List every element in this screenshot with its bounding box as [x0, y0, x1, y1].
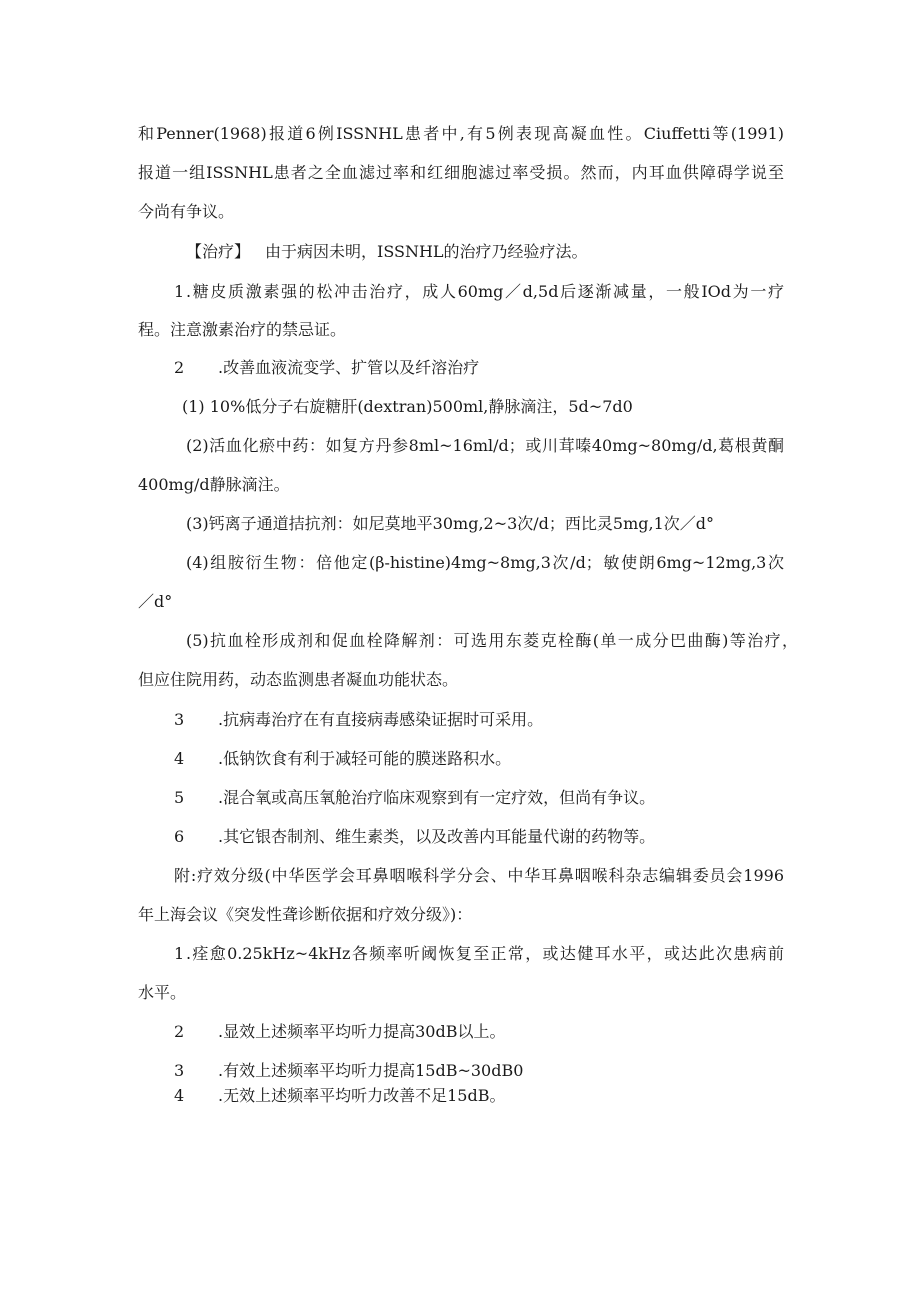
appendix-line-2: 年上海会议《突发性聋诊断依据和疗效分级》)：: [138, 905, 473, 924]
item-3-text: .抗病毒治疗在有直接病毒感染证据时可采用。: [218, 710, 544, 729]
grade-2-text: .显效上述频率平均听力提高30dB以上。: [218, 1022, 506, 1041]
grade-1-line-2: 水平。: [138, 983, 187, 1002]
item-4-text: .低钠饮食有利于减轻可能的膜迷路积水。: [218, 749, 512, 768]
item-2-sub-3: (3)钙离子通道拮抗剂：如尼莫地平30mg,2~3次/d；西比灵5mg,1次／d°: [186, 514, 715, 533]
intro-line-1: 和Penner(1968)报道6例ISSNHL患者中,有5例表现高凝血性。Ciuffetti等(1991): [138, 124, 784, 143]
grade-3-text: .有效上述频率平均听力提高15dB~30dB0: [218, 1061, 524, 1080]
item-2-sub-2-line-1: (2)活血化瘀中药：如复方丹参8ml~16ml/d；或川茸嗪40mg~80mg/d,葛根黄酮: [186, 436, 784, 455]
item-1-number: 1: [174, 282, 185, 301]
grade-1-number: 1: [174, 944, 185, 963]
intro-line-3: 今尚有争议。: [138, 202, 235, 221]
intro-line-2: 报道一组ISSNHL患者之全血滤过率和红细胞滤过率受损。然而，内耳血供障碍学说至: [138, 163, 784, 182]
item-2-sub-1: (1) 10%低分子右旋糖肝(dextran)500ml,静脉滴注，5d~7d0: [182, 397, 633, 416]
item-2-sub-4-line-1: (4)组胺衍生物：倍他定(β-histine)4mg~8mg,3次/d；敏使朗6mg~12mg,3次: [186, 553, 784, 572]
treatment-text: 由于病因未明，ISSNHL的治疗乃经验疗法。: [265, 242, 588, 261]
item-2-text: .改善血液流变学、扩管以及纤溶治疗: [218, 358, 480, 377]
item-2-number: 2: [174, 358, 185, 377]
item-6-number: 6: [174, 827, 185, 846]
grade-4-text: .无效上述频率平均听力改善不足15dB。: [218, 1086, 506, 1105]
item-1-line-1: .糖皮质激素强的松冲击治疗，成人60mg／d,5d后逐渐减量，一般IOd为一疗: [186, 282, 784, 301]
appendix-line-1: 附:疗效分级(中华医学会耳鼻咽喉科学分会、中华耳鼻咽喉科杂志编辑委员会1996: [174, 866, 784, 885]
item-1-line-2: 程。注意激素治疗的禁忌证。: [138, 320, 347, 339]
treatment-heading: 【治疗】: [186, 242, 251, 261]
item-2-sub-5-line-2: 但应住院用药，动态监测患者凝血功能状态。: [138, 670, 459, 689]
item-2-sub-4-line-2: ／d°: [138, 592, 173, 611]
grade-1-line-1: .痊愈0.25kHz~4kHz各频率听阈恢复至正常，或达健耳水平，或达此次患病前: [186, 944, 784, 963]
item-5-text: .混合氧或高压氧舱治疗临床观察到有一定疗效，但尚有争议。: [218, 788, 656, 807]
grade-2-number: 2: [174, 1022, 185, 1041]
item-6-text: .其它银杏制剂、维生素类，以及改善内耳能量代谢的药物等。: [218, 827, 656, 846]
item-2-sub-2-line-2: 400mg/d静脉滴注。: [138, 475, 290, 494]
item-5-number: 5: [174, 788, 185, 807]
item-2-sub-5-line-1: (5)抗血栓形成剂和促血栓降解剂：可选用东菱克栓酶(单一成分巴曲酶)等治疗，: [186, 631, 798, 650]
grade-3-number: 3: [174, 1061, 185, 1080]
grade-4-number: 4: [174, 1086, 185, 1105]
item-4-number: 4: [174, 749, 185, 768]
item-3-number: 3: [174, 710, 185, 729]
